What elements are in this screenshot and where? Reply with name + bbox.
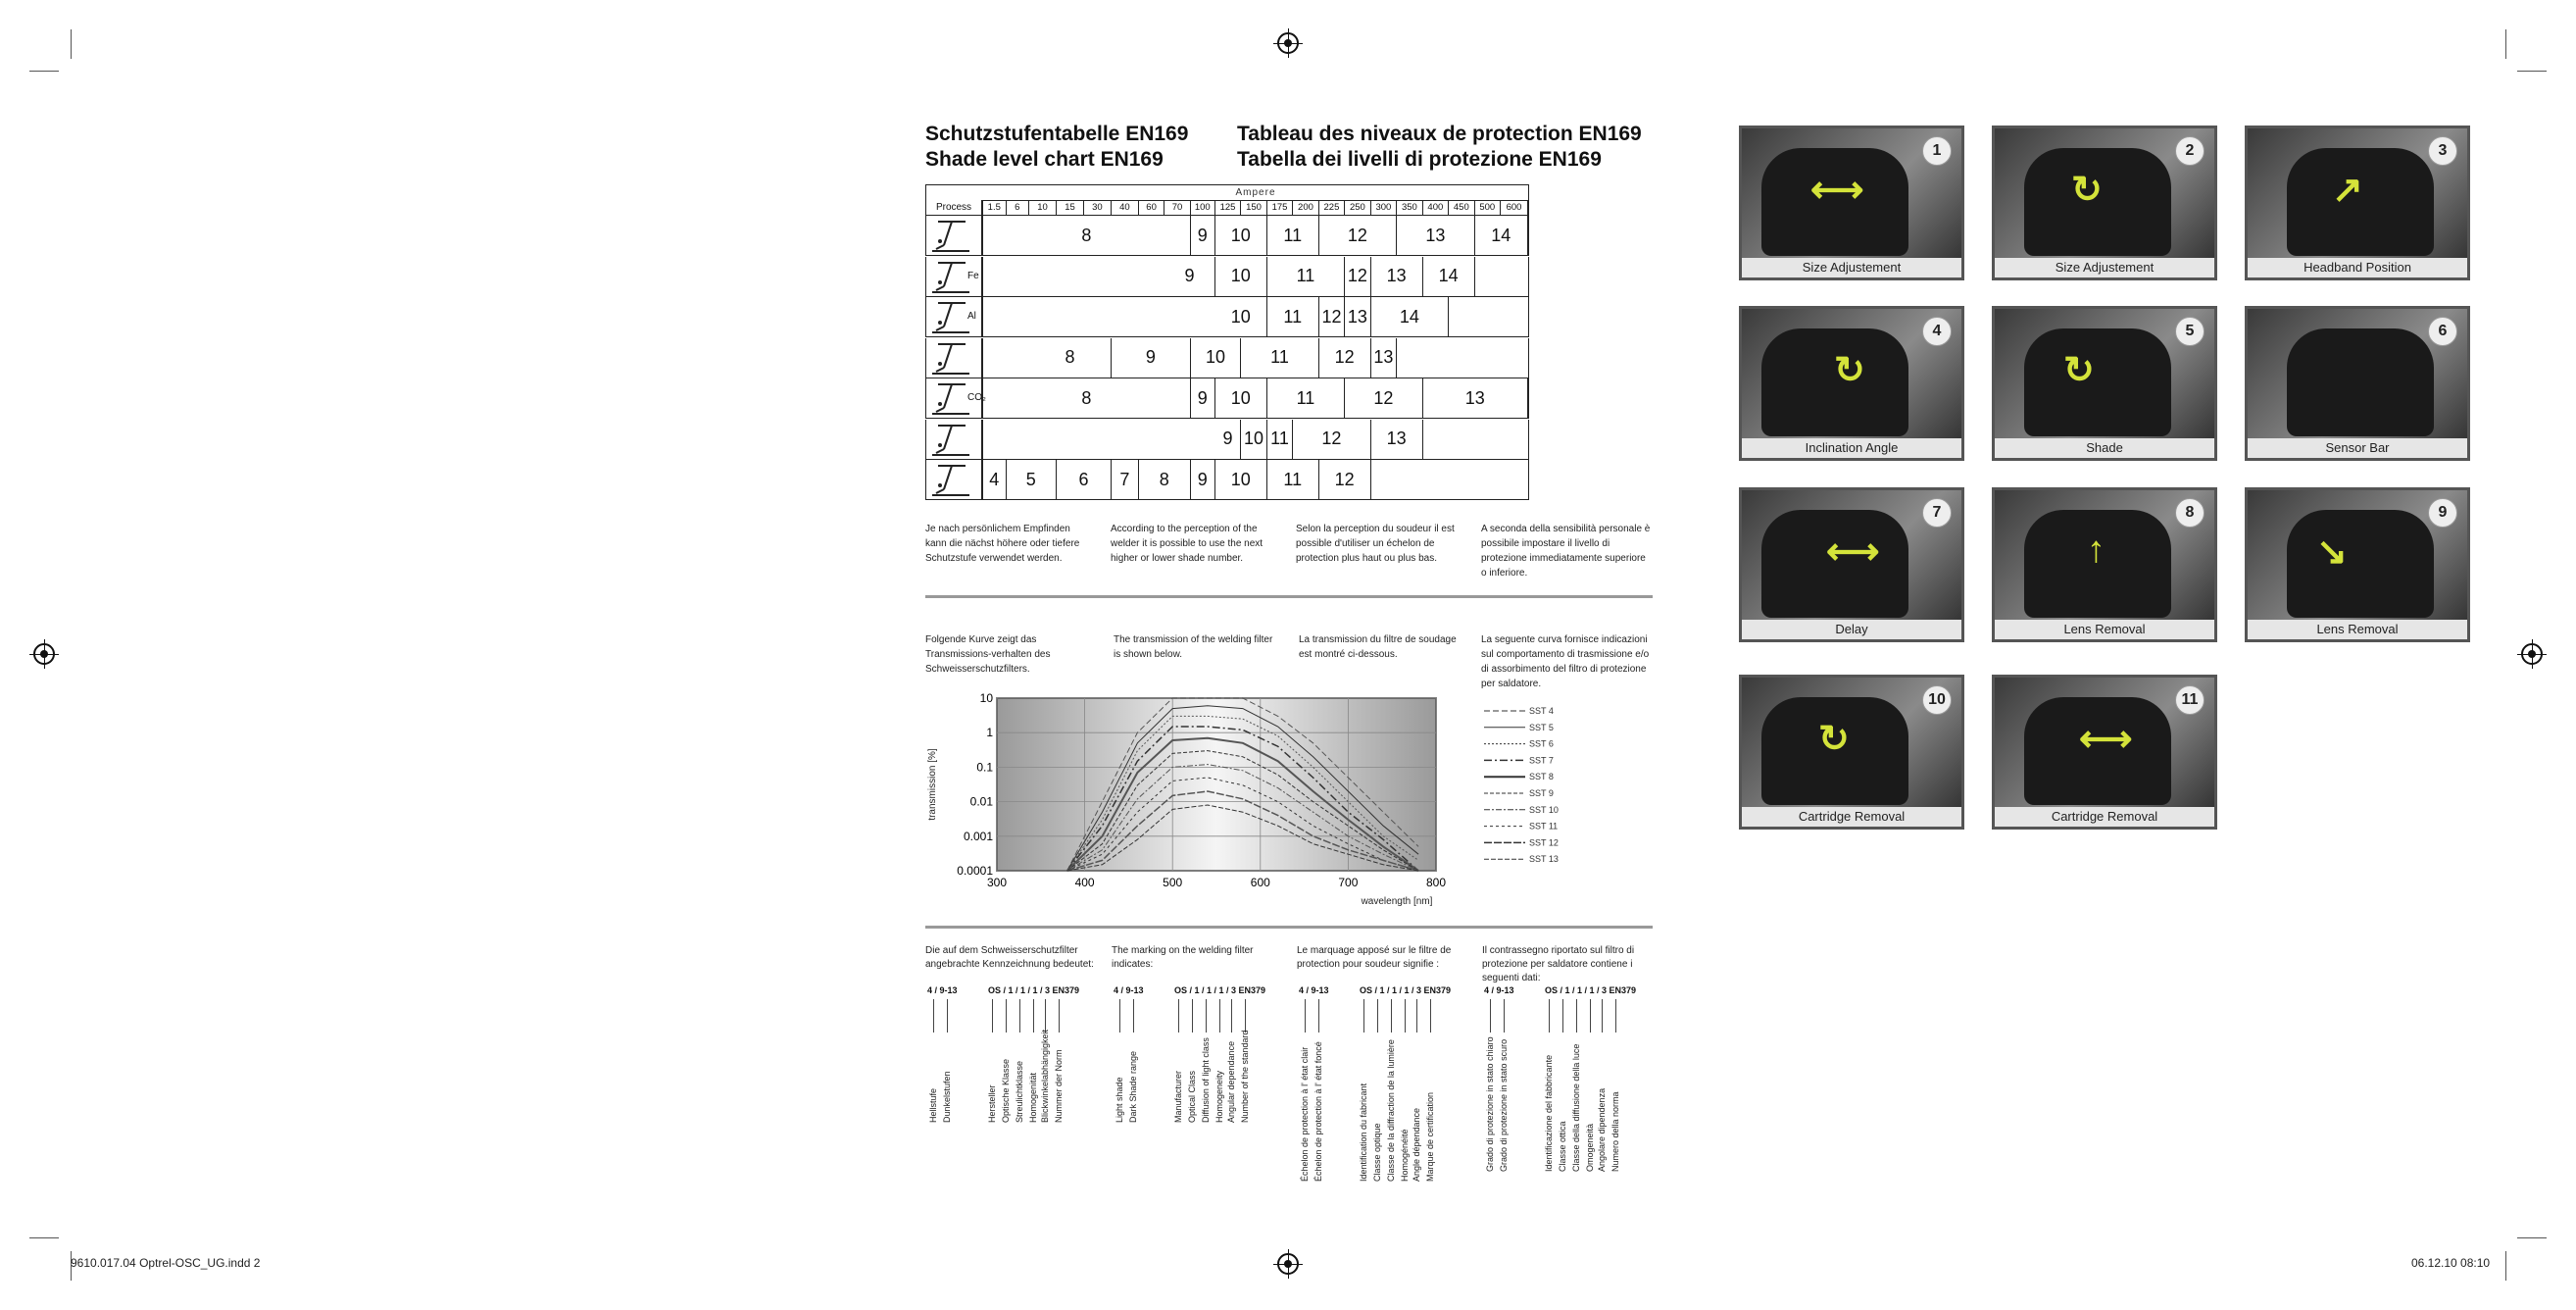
ampere-value: 40	[1112, 200, 1139, 215]
marking-label: Omogeneità	[1585, 1123, 1595, 1172]
y-tick-label: 0.1	[976, 760, 993, 775]
instruction-photo	[1992, 306, 2217, 461]
helmet-shape	[2287, 328, 2434, 436]
marking-label: Hellstufe	[928, 1087, 938, 1123]
marking-leader-line	[1206, 999, 1207, 1033]
note-curve-it: La seguente curva fornisce indicazioni sul comportamento di trasmissione e/o di assorbimento del filtro di protezione per saldatore.	[1481, 634, 1650, 689]
marking-leader-line	[933, 999, 934, 1033]
legend-label: SST 10	[1529, 804, 1559, 815]
shade-cell: 9	[1191, 460, 1215, 499]
marking-label: Identification du fabricant	[1359, 1083, 1368, 1182]
heading-en: Shade level chart EN169	[925, 148, 1164, 171]
footer-file: 9610.017.04 Optrel-OSC_UG.indd 2	[71, 1256, 261, 1270]
transmission-chart	[921, 686, 1480, 912]
shade-row	[925, 257, 1529, 297]
marking-label: Dunkelstufen	[942, 1071, 952, 1123]
step-number: 6	[2428, 317, 2457, 346]
shade-cell: 13	[1345, 297, 1370, 336]
step-number: 8	[2175, 498, 2204, 528]
step-number: 5	[2175, 317, 2204, 346]
ampere-value: 200	[1293, 200, 1318, 215]
arrow-icon: ⟷	[1810, 170, 1864, 211]
shade-cell: 12	[1319, 338, 1371, 378]
marking-shade-code: 4 / 9-13	[1484, 985, 1514, 995]
marking-label: Classe della diffusione della luce	[1571, 1043, 1581, 1172]
marking-leader-line	[1133, 999, 1134, 1033]
ampere-value: 175	[1267, 200, 1293, 215]
shade-cell: 9	[1112, 338, 1191, 378]
shade-cell: 12	[1319, 297, 1345, 336]
crop-mark	[2517, 71, 2547, 72]
shade-cell: 12	[1345, 257, 1370, 296]
shade-cell: 13	[1397, 216, 1474, 255]
marking-label: Numero della norma	[1610, 1091, 1620, 1172]
shade-cell: 10	[1215, 378, 1267, 418]
step-number: 2	[2175, 136, 2204, 166]
ampere-value: 225	[1319, 200, 1345, 215]
shade-cell: 10	[1215, 297, 1267, 336]
legend-label: SST 8	[1529, 772, 1554, 782]
marking-intro-en: The marking on the welding filter indicates:	[1112, 945, 1254, 970]
marking-leader-line	[1549, 999, 1550, 1033]
shade-cell: 11	[1241, 338, 1318, 378]
y-tick-label: 1	[986, 726, 993, 740]
shade-cell: 11	[1267, 420, 1293, 459]
divider	[925, 926, 1653, 929]
process-icon	[926, 257, 983, 296]
marking-leader-line	[1231, 999, 1232, 1033]
marking-label: Hersteller	[987, 1084, 997, 1123]
marking-label: Échelon de protection à l' état foncé	[1313, 1041, 1323, 1182]
photo-caption: Lens Removal	[2248, 620, 2467, 639]
marking-leader-line	[1305, 999, 1306, 1033]
shade-cell: 9	[1215, 420, 1241, 459]
marking-label: Échelon de protection à l' état clair	[1300, 1046, 1310, 1182]
y-axis-label: transmission [%]	[927, 748, 938, 821]
ampere-label: Ampere	[983, 185, 1528, 201]
shade-cell: 12	[1345, 378, 1422, 418]
marking-leader-line	[1245, 999, 1246, 1033]
shade-cell: 5	[1007, 460, 1057, 499]
arrow-icon: ↻	[1818, 719, 1850, 760]
ampere-value: 300	[1371, 200, 1397, 215]
marking-leader-line	[1576, 999, 1577, 1033]
x-tick-label: 600	[1250, 876, 1270, 889]
registration-mark-icon	[1277, 32, 1299, 54]
photo-caption: Cartridge Removal	[1995, 807, 2214, 827]
y-tick-label: 0.0001	[957, 864, 993, 878]
x-tick-label: 400	[1074, 876, 1095, 889]
shade-cell: 13	[1371, 338, 1397, 378]
shade-cell: 10	[1215, 460, 1267, 499]
marking-leader-line	[992, 999, 993, 1033]
shade-cell: 13	[1371, 420, 1423, 459]
ampere-value: 350	[1397, 200, 1422, 215]
marking-leader-line	[1405, 999, 1406, 1033]
marking-label: Diffusion of light class	[1201, 1037, 1211, 1123]
arrow-icon: ⟷	[1826, 531, 1880, 573]
marking-leader-line	[1192, 999, 1193, 1033]
ampere-value: 15	[1057, 200, 1084, 215]
marking-shade-code: 4 / 9-13	[927, 985, 958, 995]
note-shade-fr: Selon la perception du soudeur il est possible d'utiliser un échelon de protection plus haut ou plus bas.	[1296, 524, 1455, 564]
y-tick-label: 0.001	[963, 829, 993, 843]
legend-label: SST 7	[1529, 755, 1554, 766]
marking-label: Identificazione del fabbricante	[1544, 1054, 1554, 1172]
process-icon	[926, 460, 983, 499]
legend-label: SST 12	[1529, 837, 1559, 848]
shade-row	[925, 216, 1529, 256]
marking-label: Homogénéité	[1400, 1129, 1410, 1182]
shade-row	[925, 378, 1529, 419]
ampere-value: 500	[1475, 200, 1501, 215]
footer-date: 06.12.10 08:10	[2411, 1256, 2491, 1270]
crop-mark	[29, 71, 59, 72]
marking-leader-line	[1490, 999, 1491, 1033]
photo-caption: Size Adjustement	[1742, 258, 1961, 277]
helmet-shape	[2024, 328, 2171, 436]
shade-cell: 10	[1215, 257, 1267, 296]
process-icon	[926, 216, 983, 255]
photo-caption: Sensor Bar	[2248, 438, 2467, 458]
shade-cell: 9	[1191, 378, 1215, 418]
shade-cell: 14	[1475, 216, 1528, 255]
ampere-value: 10	[1029, 200, 1057, 215]
x-tick-label: 300	[986, 876, 1008, 889]
shade-cell: 8	[1139, 460, 1191, 499]
marking-class-code: OS / 1 / 1 / 1 / 3 EN379	[1174, 985, 1266, 995]
ampere-value: 100	[1191, 200, 1215, 215]
marking-label: Angolare dipendenza	[1597, 1087, 1607, 1172]
arrow-icon: ↘	[2316, 531, 2348, 573]
ampere-value: 450	[1449, 200, 1474, 215]
marking-label: Homogeneity	[1214, 1070, 1224, 1123]
marking-label: Classe optique	[1372, 1123, 1382, 1182]
shade-cell: 12	[1293, 420, 1370, 459]
marking-label: Homogenität	[1028, 1072, 1038, 1123]
marking-class-code: OS / 1 / 1 / 1 / 3 EN379	[988, 985, 1080, 995]
shade-cell: 8	[1029, 338, 1112, 378]
marking-label: Blickwinkelabhängigkeit	[1040, 1029, 1050, 1123]
marking-leader-line	[947, 999, 948, 1033]
marking-label: Manufacturer	[1173, 1070, 1183, 1123]
ampere-value: 6	[1007, 200, 1030, 215]
shade-cell: 11	[1267, 378, 1345, 418]
marking-leader-line	[1006, 999, 1007, 1033]
x-tick-label: 800	[1425, 876, 1447, 889]
y-tick-label: 10	[979, 691, 993, 705]
ampere-values	[983, 200, 1528, 215]
marking-class-code: OS / 1 / 1 / 1 / 3 EN379	[1545, 985, 1637, 995]
marking-leader-line	[1416, 999, 1417, 1033]
note-shade-it: A seconda della sensibilità personale è possibile impostare il livello di protezione immediatamente superiore o inferiore.	[1481, 524, 1651, 579]
marking-leader-line	[1430, 999, 1431, 1033]
step-number: 9	[2428, 498, 2457, 528]
instruction-photo	[1992, 487, 2217, 642]
photo-caption: Cartridge Removal	[1742, 807, 1961, 827]
marking-leader-line	[1562, 999, 1563, 1033]
step-number: 11	[2175, 685, 2204, 715]
marking-leader-line	[1119, 999, 1120, 1033]
shade-row	[925, 420, 1529, 460]
shade-cell: 14	[1371, 297, 1449, 336]
marking-shade-code: 4 / 9-13	[1299, 985, 1329, 995]
process-icon	[926, 338, 983, 378]
marking-label: Angular dependance	[1226, 1040, 1236, 1123]
legend-label: SST 6	[1529, 738, 1554, 749]
photo-caption: Delay	[1742, 620, 1961, 639]
photo-caption: Size Adjustement	[1995, 258, 2214, 277]
shade-row	[925, 297, 1529, 337]
arrow-icon: ↻	[1834, 350, 1865, 391]
shade-cell: 10	[1241, 420, 1266, 459]
photo-caption: Headband Position	[2248, 258, 2467, 277]
marking-leader-line	[1045, 999, 1046, 1033]
shade-cell: 8	[983, 378, 1191, 418]
shade-cell: 10	[1215, 216, 1267, 255]
marking-leader-line	[1019, 999, 1020, 1033]
marking-label: Classe de la diffraction de la lumière	[1386, 1039, 1396, 1182]
plot-area	[997, 698, 1436, 871]
marking-leader-line	[1602, 999, 1603, 1033]
step-number: 10	[1922, 685, 1952, 715]
heading-fr: Tableau des niveaux de protection EN169	[1237, 123, 1642, 145]
marking-leader-line	[1391, 999, 1392, 1033]
shade-cell: 11	[1267, 297, 1319, 336]
legend-label: SST 11	[1529, 821, 1559, 831]
marking-label: Number of the standard	[1240, 1030, 1250, 1123]
marking-label: Streulichtklasse	[1015, 1060, 1024, 1123]
photo-caption: Lens Removal	[1995, 620, 2214, 639]
divider	[925, 595, 1653, 598]
ampere-value: 150	[1241, 200, 1266, 215]
arrow-icon: ↻	[2063, 350, 2095, 391]
instruction-photo	[1739, 306, 1964, 461]
crop-mark	[2505, 1251, 2506, 1281]
ampere-value: 400	[1423, 200, 1449, 215]
shade-cell: 9	[1191, 216, 1215, 255]
crop-mark	[2517, 1237, 2547, 1238]
ampere-value: 125	[1215, 200, 1241, 215]
ampere-value: 1.5	[983, 200, 1007, 215]
marking-label: Angle dépendance	[1412, 1107, 1421, 1182]
marking-leader-line	[1363, 999, 1364, 1033]
marking-label: Grado di protezione in stato chiaro	[1485, 1036, 1495, 1172]
heading-it: Tabella dei livelli di protezione EN169	[1237, 148, 1602, 171]
marking-intro-fr: Le marquage apposé sur le filtre de protection pour soudeur signifie :	[1297, 945, 1452, 970]
x-tick-label: 500	[1163, 876, 1183, 889]
photo-caption: Inclination Angle	[1742, 438, 1961, 458]
marking-class-code: OS / 1 / 1 / 1 / 3 EN379	[1360, 985, 1452, 995]
registration-mark-icon	[33, 643, 55, 665]
note-curve-en: The transmission of the welding filter is shown below.	[1114, 634, 1273, 660]
marking-label: Light shade	[1115, 1077, 1124, 1123]
arrow-icon: ↗	[2332, 170, 2363, 211]
x-tick-label: 700	[1338, 876, 1359, 889]
legend-label: SST 4	[1529, 706, 1554, 716]
shade-cell: 11	[1267, 257, 1345, 296]
process-label-text: CO₂	[967, 392, 986, 403]
instruction-photo	[1739, 675, 1964, 830]
legend-label: SST 9	[1529, 788, 1554, 798]
marking-leader-line	[1033, 999, 1034, 1033]
legend-label: SST 13	[1529, 854, 1559, 865]
shade-cell: 9	[1164, 257, 1214, 296]
marking-leader-line	[1318, 999, 1319, 1033]
process-icon	[926, 420, 983, 459]
photo-caption: Shade	[1995, 438, 2214, 458]
note-shade-en: According to the perception of the welder it is possible to use the next higher or lower shade number.	[1111, 524, 1263, 564]
arrow-icon: ⟷	[2079, 719, 2133, 760]
instruction-photo	[2245, 487, 2470, 642]
note-shade-de: Je nach persönlichem Empfinden kann die nächst höhere oder tiefere Schutzstufe verwendet werden.	[925, 524, 1080, 564]
instruction-photo	[1739, 126, 1964, 280]
note-curve-de: Folgende Kurve zeigt das Transmissions-verhalten des Schweisserschutzfilters.	[925, 634, 1051, 675]
shade-cell: 8	[983, 216, 1191, 255]
marking-leader-line	[1590, 999, 1591, 1033]
marking-label: Marque de certification	[1425, 1091, 1435, 1182]
process-icon	[926, 378, 986, 418]
ampere-value: 70	[1164, 200, 1190, 215]
marking-label: Grado di protezione in stato scuro	[1499, 1038, 1509, 1172]
marking-leader-line	[1219, 999, 1220, 1033]
instruction-photo	[1739, 487, 1964, 642]
marking-intro-de: Die auf dem Schweisserschutzfilter angebrachte Kennzeichnung bedeutet:	[925, 945, 1094, 970]
y-tick-label: 0.01	[969, 794, 993, 809]
step-number: 1	[1922, 136, 1952, 166]
arrow-icon: ↑	[2087, 529, 2105, 571]
registration-mark-icon	[1277, 1253, 1299, 1275]
registration-mark-icon	[2521, 643, 2543, 665]
process-label: Process	[926, 200, 983, 215]
marking-leader-line	[1377, 999, 1378, 1033]
legend-label: SST 5	[1529, 722, 1554, 732]
marking-label: Optische Klasse	[1001, 1058, 1011, 1123]
shade-cell: 11	[1267, 216, 1319, 255]
instruction-photo	[2245, 306, 2470, 461]
chart-legend	[1482, 701, 1580, 868]
marking-label: Dark Shade range	[1128, 1050, 1138, 1123]
marking-leader-line	[1504, 999, 1505, 1033]
crop-mark	[71, 29, 72, 59]
marking-label: Optical Class	[1187, 1070, 1197, 1123]
ampere-value: 600	[1501, 200, 1528, 215]
x-axis-label: wavelength [nm]	[1361, 896, 1433, 907]
shade-cell: 12	[1319, 460, 1371, 499]
process-label-text: Fe	[967, 270, 979, 281]
shade-row	[925, 338, 1529, 378]
shade-cell: 14	[1423, 257, 1475, 296]
marking-leader-line	[1178, 999, 1179, 1033]
shade-cell: 13	[1423, 378, 1528, 418]
ampere-value: 30	[1084, 200, 1112, 215]
shade-cell: 13	[1371, 257, 1423, 296]
marking-leader-line	[1059, 999, 1060, 1033]
shade-cell: 11	[1267, 460, 1319, 499]
crop-mark	[2505, 29, 2506, 59]
crop-mark	[29, 1237, 59, 1238]
marking-label: Classe ottica	[1558, 1121, 1567, 1172]
step-number: 7	[1922, 498, 1952, 528]
note-curve-fr: La transmission du filtre de soudage est montré ci-dessous.	[1299, 634, 1457, 660]
shade-cell: 6	[1057, 460, 1112, 499]
process-label-text: Al	[967, 311, 976, 322]
shade-cell: 4	[983, 460, 1007, 499]
instruction-photo	[1992, 126, 2217, 280]
step-number: 3	[2428, 136, 2457, 166]
marking-label: Nummer der Norm	[1054, 1049, 1064, 1123]
ampere-value: 60	[1139, 200, 1164, 215]
marking-shade-code: 4 / 9-13	[1114, 985, 1144, 995]
marking-intro-it: Il contrassegno riportato sul filtro di protezione per saldatore contiene i seguenti dati:	[1482, 945, 1635, 983]
shade-row	[925, 460, 1529, 500]
instruction-photo	[2245, 126, 2470, 280]
marking-leader-line	[1615, 999, 1616, 1033]
shade-cell: 7	[1112, 460, 1139, 499]
heading-de: Schutzstufentabelle EN169	[925, 123, 1189, 145]
shade-cell: 10	[1191, 338, 1241, 378]
arrow-icon: ↻	[2071, 170, 2103, 211]
shade-cell: 12	[1319, 216, 1397, 255]
step-number: 4	[1922, 317, 1952, 346]
shade-table	[925, 184, 1529, 216]
ampere-value: 250	[1345, 200, 1370, 215]
helmet-shape	[2287, 510, 2434, 618]
instruction-photo	[1992, 675, 2217, 830]
process-icon	[926, 297, 983, 336]
